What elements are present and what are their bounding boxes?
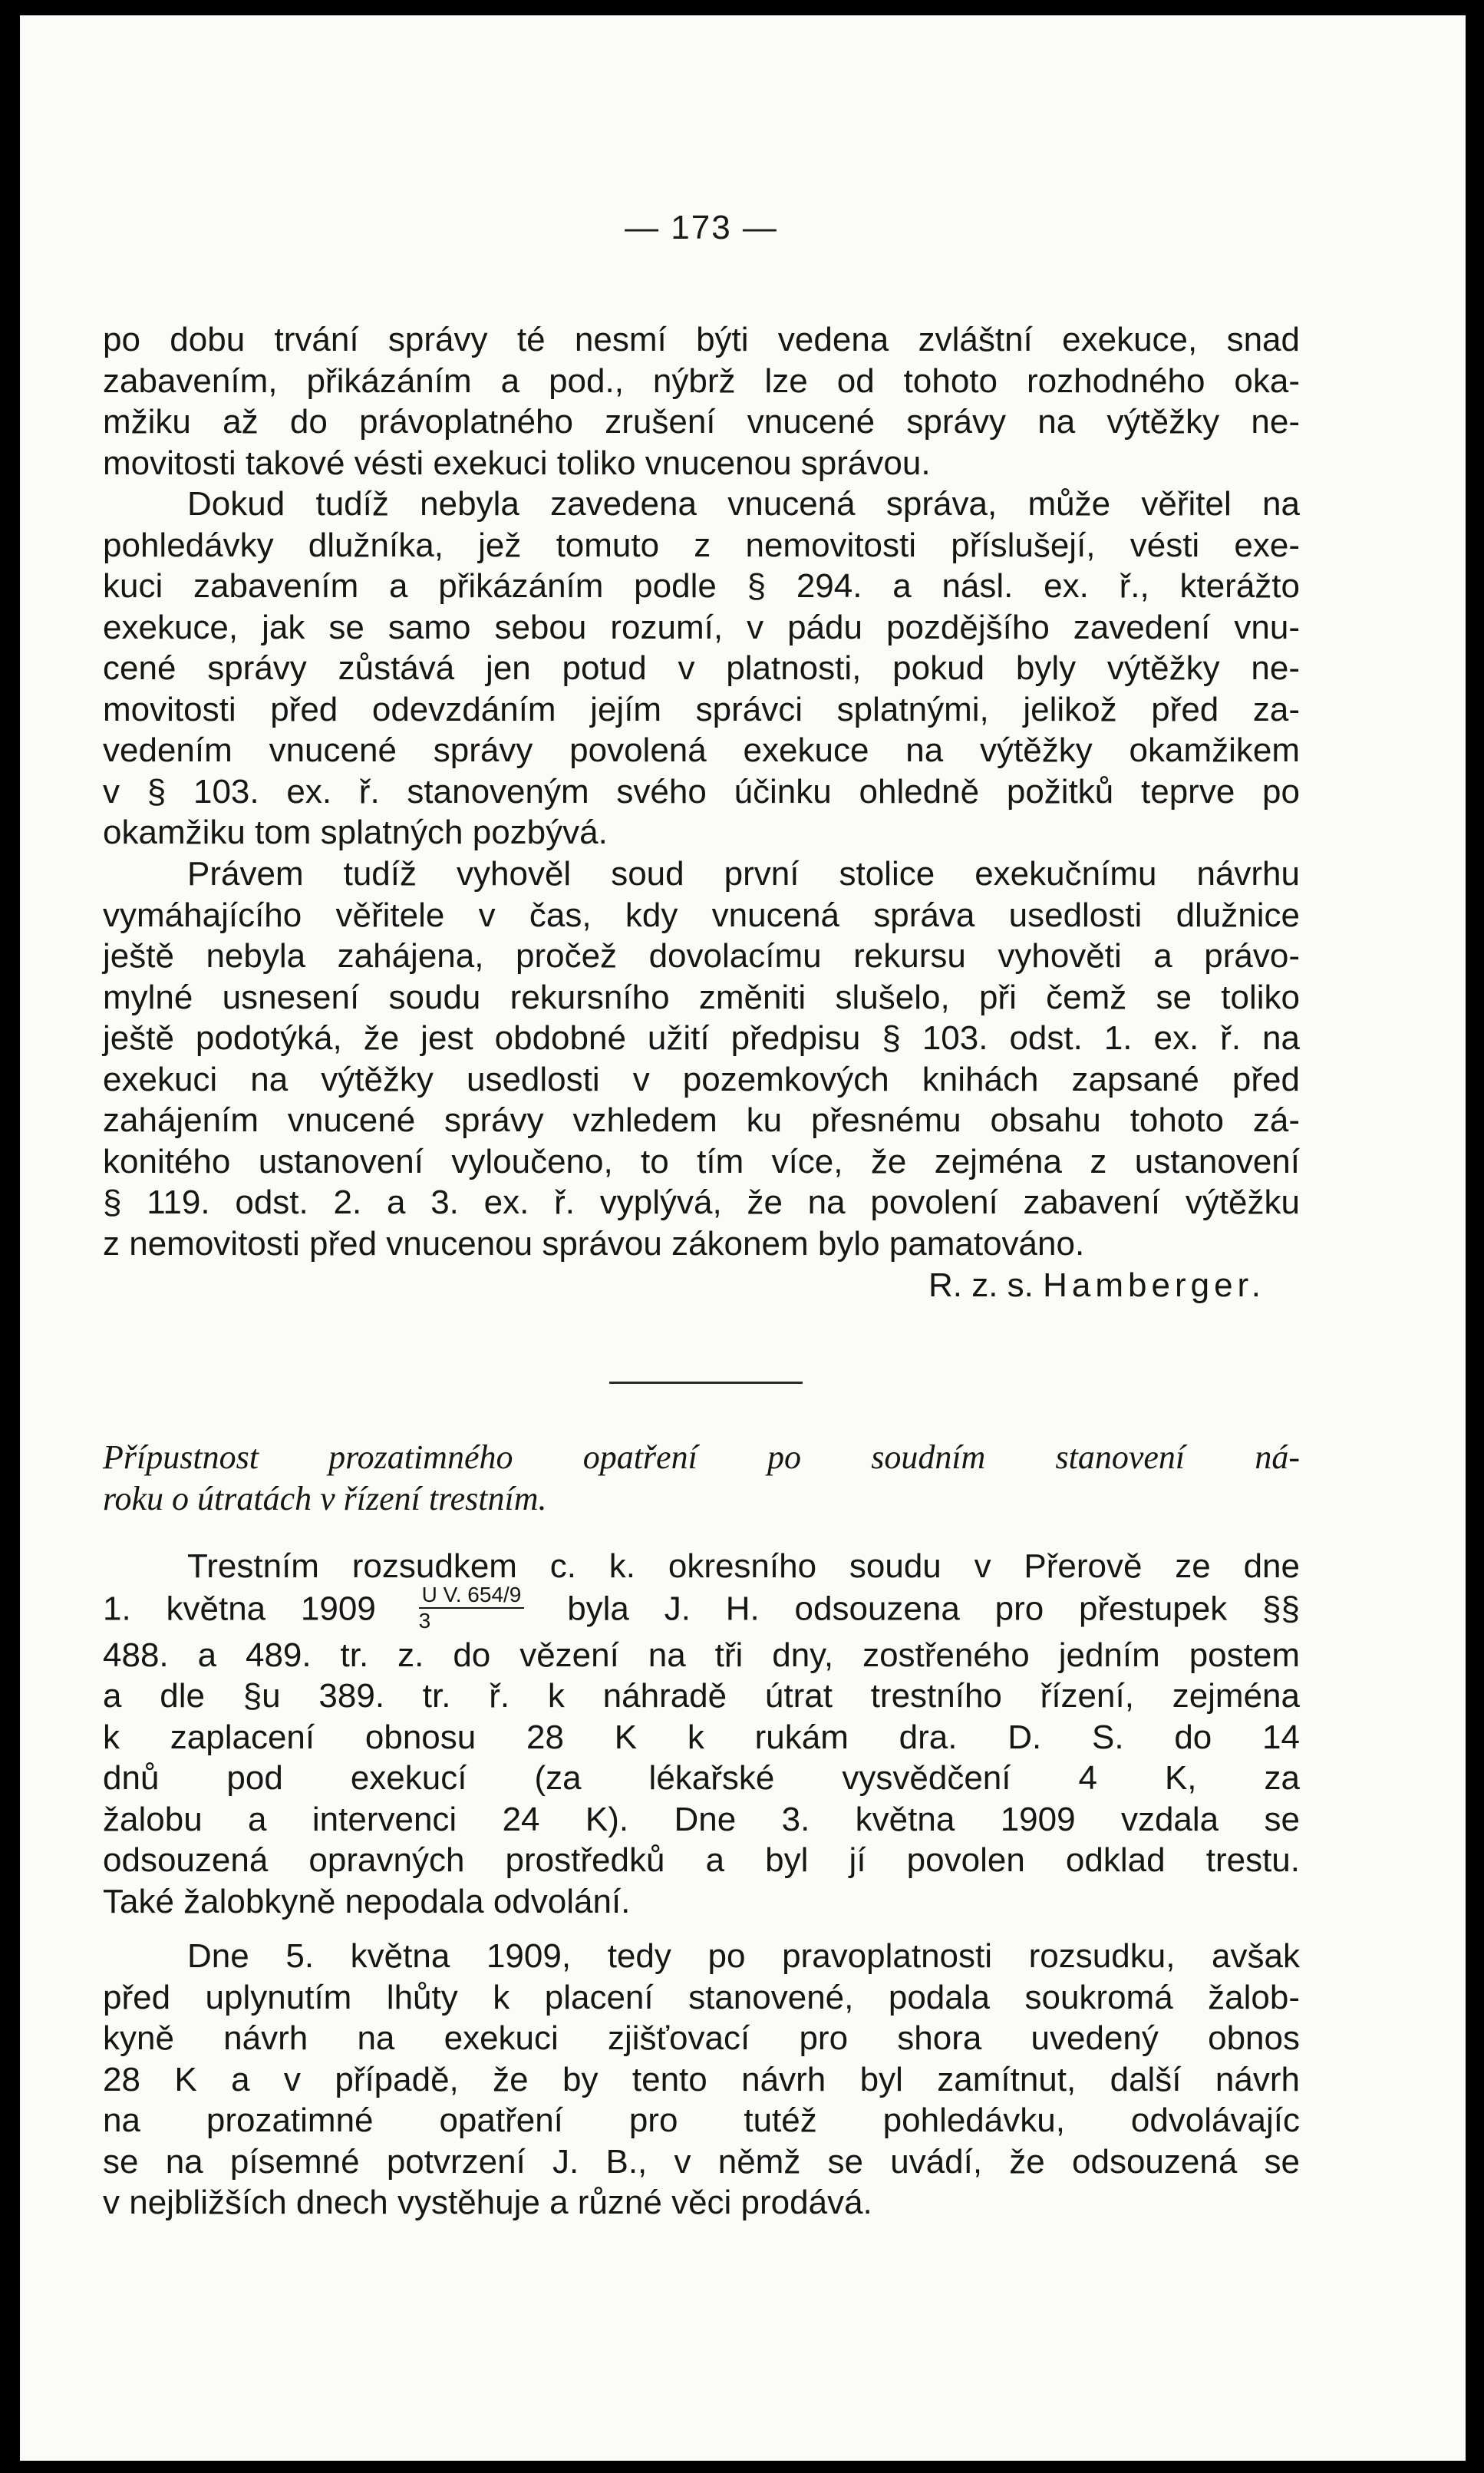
text-line: cené správy zůstává jen potud v platnosti, pokud byly výtěžky ne- — [103, 649, 1300, 687]
text-line: žalobu a intervenci 24 K). Dne 3. května 1909 vzdala se — [103, 1800, 1300, 1838]
signature-name: Hamberger. — [1043, 1266, 1265, 1304]
text-line: Trestním rozsudkem c. k. okresního soudu v Přerově ze dne — [187, 1547, 1300, 1585]
text-line: v § 103. ex. ř. stanoveným svého účinku ohledně požitků teprve po — [103, 772, 1300, 811]
text-segment: 1. května 1909 — [103, 1590, 376, 1628]
text-line: vedením vnucené správy povolená exekuce na výtěžky okamžikem — [103, 731, 1300, 769]
text-line: pohledávky dlužníka, jež tomuto z nemovitosti příslušejí, vésti exe- — [103, 526, 1300, 564]
text-line: dnů pod exekucí (za lékařské vysvědčení 4 K, za — [103, 1759, 1300, 1797]
text-line: mylné usnesení soudu rekursního změniti slušelo, při čemž se toliko — [103, 978, 1300, 1016]
text-line: odsouzená opravných prostředků a byl jí povolen odklad trestu. — [103, 1841, 1300, 1879]
heading-line: Přípustnost prozatimného opatření po soudním stanovení ná- — [103, 1438, 1300, 1476]
fraction-denominator: 3 — [418, 1608, 431, 1633]
text-line: Také žalobkyně nepodala odvolání. — [103, 1882, 631, 1920]
paragraph — [103, 1546, 1300, 1922]
document-page — [20, 15, 1466, 2461]
text-line: § 119. odst. 2. a 3. ex. ř. vyplývá, že na povolení zabavení výtěžku — [103, 1184, 1300, 1221]
text-line: exekuce, jak se samo sebou rozumí, v pádu pozdějšího zavedení vnu- — [103, 608, 1300, 646]
fraction-numerator: U V. 654/9 — [419, 1584, 525, 1609]
text-line: 488. a 489. tr. z. do vězení na tři dny, zostřeného jedním postem — [103, 1636, 1300, 1674]
text-line: movitosti takové vésti exekuci toliko vnucenou správou. — [103, 444, 931, 482]
text-line: exekuci na výtěžky usedlosti v pozemkových knihách zapsané před — [103, 1060, 1300, 1098]
text-line: kuci zabavením a přikázáním podle § 294. a násl. ex. ř., kterážto — [103, 567, 1300, 605]
paragraph — [103, 484, 1300, 853]
signature — [103, 1265, 1265, 1306]
signature-prefix: R. z. s. — [928, 1266, 1034, 1304]
text-line: se na písemné potvrzení J. B., v němž se uvádí, že odsouzená se — [103, 2142, 1300, 2181]
text-line: ještě podotýká, že jest obdobné užití předpisu § 103. odst. 1. ex. ř. na — [103, 1019, 1300, 1057]
text-line: vymáhajícího věřitele v čas, kdy vnucená správa usedlosti dlužnice — [103, 896, 1300, 934]
heading-line: roku o útratách v řízení trestním. — [103, 1480, 547, 1517]
text-line: před uplynutím lhůty k placení stanovené, podala soukromá žalob- — [103, 1978, 1300, 2016]
text-line: ještě nebyla zahájena, pročež dovolacímu rekursu vyhověti a právo- — [103, 937, 1300, 975]
text-line: konitého ustanovení vyloučeno, to tím více, že zejména z ustanovení — [103, 1142, 1300, 1180]
section-heading — [103, 1437, 1300, 1520]
paragraph — [103, 1936, 1300, 2224]
page-number: — 173 — — [625, 209, 778, 246]
text-line-with-fraction — [103, 1582, 1300, 1635]
section-divider — [609, 1382, 803, 1384]
text-line: zabavením, přikázáním a pod., nýbrž lze od tohoto rozhodného oka- — [103, 362, 1300, 400]
paragraph — [103, 853, 1300, 1264]
case-number-fraction — [419, 1584, 525, 1632]
text-line: kyně návrh na exekuci zjišťovací pro shora uvedený obnos — [103, 2019, 1300, 2057]
text-line: zahájením vnucené správy vzhledem ku přesnému obsahu tohoto zá- — [103, 1101, 1300, 1139]
text-line: po dobu trvání správy té nesmí býti vedena zvláštní exekuce, snad — [103, 321, 1300, 358]
paragraph-continuation — [103, 319, 1300, 484]
text-line: v nejbližších dnech vystěhuje a různé věci prodává. — [103, 2184, 872, 2221]
text-line: Dne 5. května 1909, tedy po pravoplatnosti rozsudku, avšak — [187, 1937, 1300, 1975]
text-line: Právem tudíž vyhověl soud první stolice exekučnímu návrhu — [187, 855, 1300, 893]
text-line: Dokud tudíž nebyla zavedena vnucená správa, může věřitel na — [187, 485, 1300, 523]
text-line: 28 K a v případě, že by tento návrh byl zamítnut, další návrh — [103, 2060, 1300, 2098]
text-line: k zaplacení obnosu 28 K k rukám dra. D. S. do 14 — [103, 1718, 1300, 1756]
text-line: na prozatimné opatření pro tutéž pohledávku, odvolávajíc — [103, 2102, 1300, 2139]
text-line: okamžiku tom splatných pozbývá. — [103, 814, 608, 851]
text-segment: byla J. H. odsouzena pro přestupek §§ — [567, 1590, 1300, 1628]
text-line: z nemovitosti před vnucenou správou zákonem bylo pamatováno. — [103, 1224, 1085, 1263]
text-line: a dle §u 389. tr. ř. k náhradě útrat trestního řízení, zejména — [103, 1677, 1300, 1715]
text-line: movitosti před odevzdáním jejím správci splatnými, jelikož před za- — [103, 690, 1300, 728]
text-line: mžiku až do právoplatného zrušení vnucené správy na výtěžky ne- — [103, 403, 1300, 441]
